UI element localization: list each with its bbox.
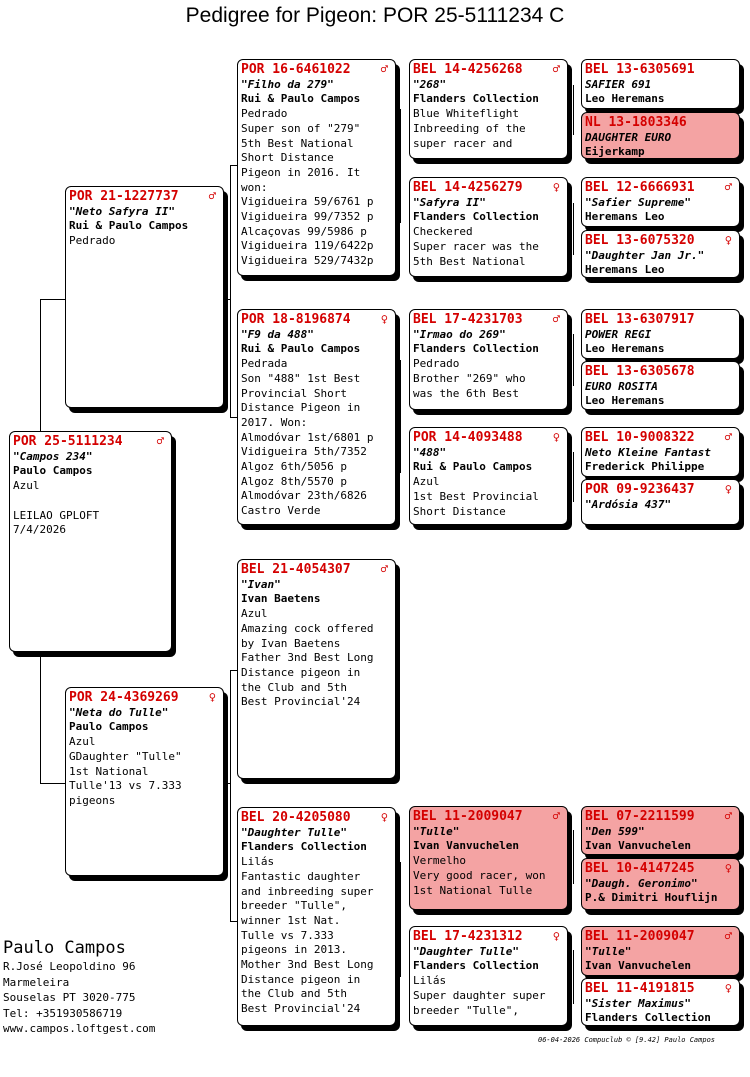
breeder-name: Paulo Campos <box>3 938 126 958</box>
female-symbol-icon: ♀ <box>380 810 388 824</box>
owner-name: Flanders Collection <box>413 92 539 106</box>
info-line: 5th Best National <box>241 136 354 150</box>
card-dd[interactable] <box>237 807 396 1026</box>
connector-line <box>400 109 401 223</box>
female-symbol-icon: ♀ <box>552 929 560 943</box>
connector-line <box>573 950 574 1004</box>
ring-number: BEL 17-4231312 <box>413 929 523 944</box>
card-ddds[interactable] <box>581 926 740 976</box>
ring-number: POR 09-9236437 <box>585 482 695 497</box>
info-line: Lilás <box>413 974 447 988</box>
info-line: Vigidueira 59/6761 p <box>241 195 374 209</box>
info-line: Best Provincial'24 <box>241 695 361 709</box>
connector-line <box>40 655 41 783</box>
info-line: Vermelho <box>413 854 466 868</box>
connector-line <box>224 299 231 300</box>
ring-number: BEL 10-4147245 <box>585 861 695 876</box>
card-dddd[interactable] <box>581 978 740 1026</box>
pigeon-name: DAUGHTER EURO <box>585 130 672 144</box>
owner-name: Rui & Paulo Campos <box>69 219 189 233</box>
ring-number: BEL 12-6666931 <box>585 180 695 195</box>
owner-name: Leo Heremans <box>585 342 665 356</box>
owner-name: Heremans Leo <box>585 263 665 277</box>
info-line: Fantastic daughter <box>241 869 361 883</box>
info-line: 7/4/2026 <box>13 523 66 537</box>
info-line: Very good racer, won <box>413 868 546 882</box>
info-line <box>13 494 168 509</box>
info-line: was the 6th Best <box>413 386 519 400</box>
card-sdss[interactable] <box>581 309 740 359</box>
card-sds[interactable] <box>409 309 568 410</box>
owner-name: Ivan Baetens <box>241 592 321 606</box>
pigeon-name: "Tulle" <box>585 944 632 958</box>
info-line: Pedrado <box>413 357 460 371</box>
info-line: Short Distance <box>241 151 334 165</box>
info-line: Azul <box>13 479 40 493</box>
info-line: Algoz 6th/5056 p <box>241 460 347 474</box>
info-line: Short Distance <box>413 504 506 518</box>
info-line: Mother 3nd Best Long <box>241 958 374 972</box>
ring-number: POR 25-5111234 <box>13 434 123 449</box>
connector-line <box>400 360 401 473</box>
info-line: Father 3nd Best Long <box>241 651 374 665</box>
pigeon-name: "268" <box>413 77 447 91</box>
ring-number: BEL 14-4256279 <box>413 180 523 195</box>
pigeon-name: "Sister Maximus" <box>585 996 691 1010</box>
card-sdsd[interactable] <box>581 361 740 410</box>
card-ddd[interactable] <box>409 926 568 1026</box>
ring-number: BEL 14-4256268 <box>413 62 523 77</box>
info-line: Castro Verde <box>241 504 321 518</box>
owner-name: Paulo Campos <box>69 720 149 734</box>
owner-name: Flanders Collection <box>585 1011 711 1025</box>
pigeon-name: "Tulle" <box>413 824 460 838</box>
info-line: Lilás <box>241 855 275 869</box>
ring-number: BEL 17-4231703 <box>413 312 523 327</box>
info-line: Almodóvar 1st/6801 p <box>241 430 374 444</box>
pigeon-name: "Daughter Tulle" <box>241 825 347 839</box>
ring-number: BEL 10-9008322 <box>585 430 695 445</box>
info-line: GDaughter "Tulle" <box>69 749 182 763</box>
owner-name: Rui & Paulo Campos <box>241 342 361 356</box>
breeder-website[interactable]: www.campos.loftgest.com <box>3 1022 156 1035</box>
owner-name: Leo Heremans <box>585 92 665 106</box>
ring-number: BEL 13-6305678 <box>585 364 695 379</box>
owner-name: Ivan Vanvuchelen <box>585 959 691 973</box>
male-symbol-icon: ♂ <box>552 62 560 76</box>
female-symbol-icon: ♀ <box>724 482 732 496</box>
info-line: Distance Pigeon in <box>241 401 361 415</box>
connector-line <box>573 85 574 135</box>
pigeon-name: "Irmao do 269" <box>413 327 506 341</box>
info-line: 5th Best National <box>413 254 526 268</box>
female-symbol-icon: ♀ <box>552 180 560 194</box>
connector-line <box>573 830 574 884</box>
pigeon-name: POWER REGI <box>585 327 652 341</box>
card-sddd[interactable] <box>581 479 740 525</box>
info-line: Son "488" 1st Best <box>241 371 361 385</box>
info-line: Inbreeding of the <box>413 121 526 135</box>
ring-number: POR 24-4369269 <box>69 690 179 705</box>
card-dam[interactable] <box>65 687 224 876</box>
pigeon-name: "488" <box>413 445 447 459</box>
owner-name: Heremans Leo <box>585 210 665 224</box>
info-line: Azul <box>413 475 440 489</box>
ring-number: BEL 13-6307917 <box>585 312 695 327</box>
info-line: Super racer was the <box>413 239 539 253</box>
owner-name: Flanders Collection <box>241 840 367 854</box>
info-line: pigeons in 2013. <box>241 943 347 957</box>
male-symbol-icon: ♂ <box>380 562 388 576</box>
card-ssdd[interactable] <box>581 230 740 278</box>
connector-line <box>230 921 237 922</box>
male-symbol-icon: ♂ <box>724 430 732 444</box>
info-line: Alcaçovas 99/5986 p <box>241 224 367 238</box>
info-line: Vigidueira 529/7432p <box>241 254 374 268</box>
pigeon-name: "Safyra II" <box>413 195 486 209</box>
male-symbol-icon: ♂ <box>156 434 164 448</box>
ring-number: BEL 07-2211599 <box>585 809 695 824</box>
info-line: winner 1st Nat. <box>241 913 341 927</box>
info-line: Best Provincial'24 <box>241 1002 361 1016</box>
info-line: Pigeon in 2016. It <box>241 165 361 179</box>
info-line: Azul <box>69 735 96 749</box>
connector-line <box>230 165 231 417</box>
info-line: the Club and 5th <box>241 987 347 1001</box>
connector-line <box>573 203 574 255</box>
connector-line <box>400 862 401 977</box>
info-line: Brother "269" who <box>413 371 526 385</box>
card-subject[interactable] <box>9 431 172 652</box>
pigeon-name: "F9 da 488" <box>241 327 314 341</box>
pigeon-name: "Ivan" <box>241 577 281 591</box>
info-line: Pedrado <box>69 234 116 248</box>
male-symbol-icon: ♂ <box>724 180 732 194</box>
male-symbol-icon: ♂ <box>724 809 732 823</box>
connector-line <box>230 417 237 418</box>
female-symbol-icon: ♀ <box>208 690 216 704</box>
card-ssd[interactable] <box>409 177 568 277</box>
pigeon-name: SAFIER 691 <box>585 77 652 91</box>
connector-line <box>230 670 231 921</box>
info-line: Vigidueira 99/7352 p <box>241 210 374 224</box>
male-symbol-icon: ♂ <box>724 929 732 943</box>
info-line: Azul <box>241 607 268 621</box>
breeder-phone: Tel: +351930586719 <box>3 1006 123 1020</box>
info-line: Super daughter super <box>413 988 546 1002</box>
ring-number: NL 13-1803346 <box>585 115 687 130</box>
female-symbol-icon: ♀ <box>724 233 732 247</box>
card-sire[interactable] <box>65 186 224 408</box>
info-line: Distance pigeon in <box>241 972 361 986</box>
owner-name: Rui & Paulo Campos <box>413 460 533 474</box>
ring-number: BEL 13-6305691 <box>585 62 695 77</box>
pigeon-name: "Ardósia 437" <box>585 497 672 511</box>
info-line: Vidigueira 5th/7352 <box>241 445 367 459</box>
ring-number: POR 21-1227737 <box>69 189 179 204</box>
owner-name: Flanders Collection <box>413 210 539 224</box>
male-symbol-icon: ♂ <box>552 809 560 823</box>
owner-name: Flanders Collection <box>413 959 539 973</box>
info-line: 1st Best Provincial <box>413 489 539 503</box>
info-line: Almodóvar 23th/6826 <box>241 489 367 503</box>
connector-line <box>573 452 574 502</box>
info-line: Pedrado <box>241 107 288 121</box>
card-ssss[interactable] <box>581 59 740 109</box>
pigeon-name: EURO ROSITA <box>585 379 658 393</box>
page-title: Pedigree for Pigeon: POR 25-5111234 C <box>185 4 565 27</box>
owner-name: Frederick Philippe <box>585 460 705 474</box>
owner-name: Flanders Collection <box>413 342 539 356</box>
info-line: Provincial Short <box>241 386 347 400</box>
info-line: 2017. Won: <box>241 415 308 429</box>
card-ss[interactable] <box>237 59 396 276</box>
pigeon-name: "Neta do Tulle" <box>69 705 169 719</box>
ring-number: POR 14-4093488 <box>413 430 523 445</box>
male-symbol-icon: ♂ <box>552 312 560 326</box>
ring-number: BEL 20-4205080 <box>241 810 351 825</box>
info-line: Pedrada <box>241 357 288 371</box>
info-line: Super son of "279" <box>241 121 361 135</box>
connector-line <box>40 299 66 300</box>
ring-number: BEL 11-2009047 <box>413 809 523 824</box>
pigeon-name: "Filho da 279" <box>241 77 334 91</box>
card-sdds[interactable] <box>581 427 740 477</box>
info-line: Blue Whiteflight <box>413 107 519 121</box>
card-dds[interactable] <box>409 806 568 910</box>
connector-line <box>230 670 237 671</box>
pigeon-name: "Daughter Tulle" <box>413 944 519 958</box>
pigeon-name: "Campos 234" <box>13 449 93 463</box>
female-symbol-icon: ♀ <box>552 430 560 444</box>
female-symbol-icon: ♀ <box>380 312 388 326</box>
info-line: Algoz 8th/5570 p <box>241 474 347 488</box>
connector-line <box>230 165 237 166</box>
ring-number: POR 18-8196874 <box>241 312 351 327</box>
owner-name: Paulo Campos <box>13 464 93 478</box>
info-line: 1st National <box>69 764 149 778</box>
owner-name: Ivan Vanvuchelen <box>585 839 691 853</box>
info-line: super racer and <box>413 136 513 150</box>
connector-line <box>40 299 41 432</box>
info-line: 1st National Tulle <box>413 883 533 897</box>
info-line: pigeons <box>69 793 116 807</box>
owner-name: P.& Dimitri Houflijn <box>585 891 718 905</box>
info-line: Checkered <box>413 225 473 239</box>
pigeon-name: "Neto Safyra II" <box>69 204 175 218</box>
breeder-block <box>3 937 155 1037</box>
info-line: Amazing cock offered <box>241 621 374 635</box>
owner-name: Eijerkamp <box>585 145 645 159</box>
card-ddsd[interactable] <box>581 858 740 910</box>
breeder-address-line3: Souselas PT 3020-775 <box>3 991 136 1004</box>
card-sd[interactable] <box>237 309 396 525</box>
ring-number: BEL 11-4191815 <box>585 981 695 996</box>
ring-number: POR 16-6461022 <box>241 62 351 77</box>
info-line: Tulle'13 vs 7.333 <box>69 779 182 793</box>
card-ddss[interactable] <box>581 806 740 855</box>
male-symbol-icon: ♂ <box>380 62 388 76</box>
card-ds[interactable] <box>237 559 396 779</box>
pigeon-name: "Daughter Jan Jr." <box>585 248 705 262</box>
male-symbol-icon: ♂ <box>208 189 216 203</box>
footer-credits: 06-04-2026 Compuclub © [9.42] Paulo Campos <box>538 1036 716 1044</box>
info-line: Distance pigeon in <box>241 665 361 679</box>
connector-line <box>224 783 231 784</box>
breeder-address-line2: Marmeleira <box>3 975 70 989</box>
card-ssds[interactable] <box>581 177 740 227</box>
pigeon-name: Neto Kleine Fantast <box>585 445 711 459</box>
pigeon-name: "Daugh. Geronimo" <box>585 876 698 890</box>
female-symbol-icon: ♀ <box>724 981 732 995</box>
info-line: by Ivan Baetens <box>241 636 341 650</box>
card-sss[interactable] <box>409 59 568 159</box>
info-line: Tulle vs 7.333 <box>241 928 334 942</box>
connector-line <box>40 783 66 784</box>
info-line: won: <box>241 180 268 194</box>
female-symbol-icon: ♀ <box>724 861 732 875</box>
pigeon-name: "Den 599" <box>585 824 645 838</box>
info-line: LEILAO GPLOFT <box>13 508 100 522</box>
ring-number: BEL 11-2009047 <box>585 929 695 944</box>
owner-name: Rui & Paulo Campos <box>241 92 361 106</box>
card-sssd[interactable] <box>581 112 740 159</box>
owner-name: Ivan Vanvuchelen <box>413 839 519 853</box>
info-line: breeder "Tulle", <box>241 899 347 913</box>
info-line: and inbreeding super <box>241 884 374 898</box>
breeder-address-line1: R.José Leopoldino 96 <box>3 960 136 973</box>
connector-line <box>573 334 574 386</box>
ring-number: BEL 13-6075320 <box>585 233 695 248</box>
info-line: the Club and 5th <box>241 680 347 694</box>
card-sdd[interactable] <box>409 427 568 525</box>
info-line: breeder "Tulle", <box>413 1003 519 1017</box>
ring-number: BEL 21-4054307 <box>241 562 351 577</box>
pigeon-name: "Safier Supreme" <box>585 195 691 209</box>
owner-name: Leo Heremans <box>585 394 665 408</box>
info-line: Vigidueira 119/6422p <box>241 239 374 253</box>
